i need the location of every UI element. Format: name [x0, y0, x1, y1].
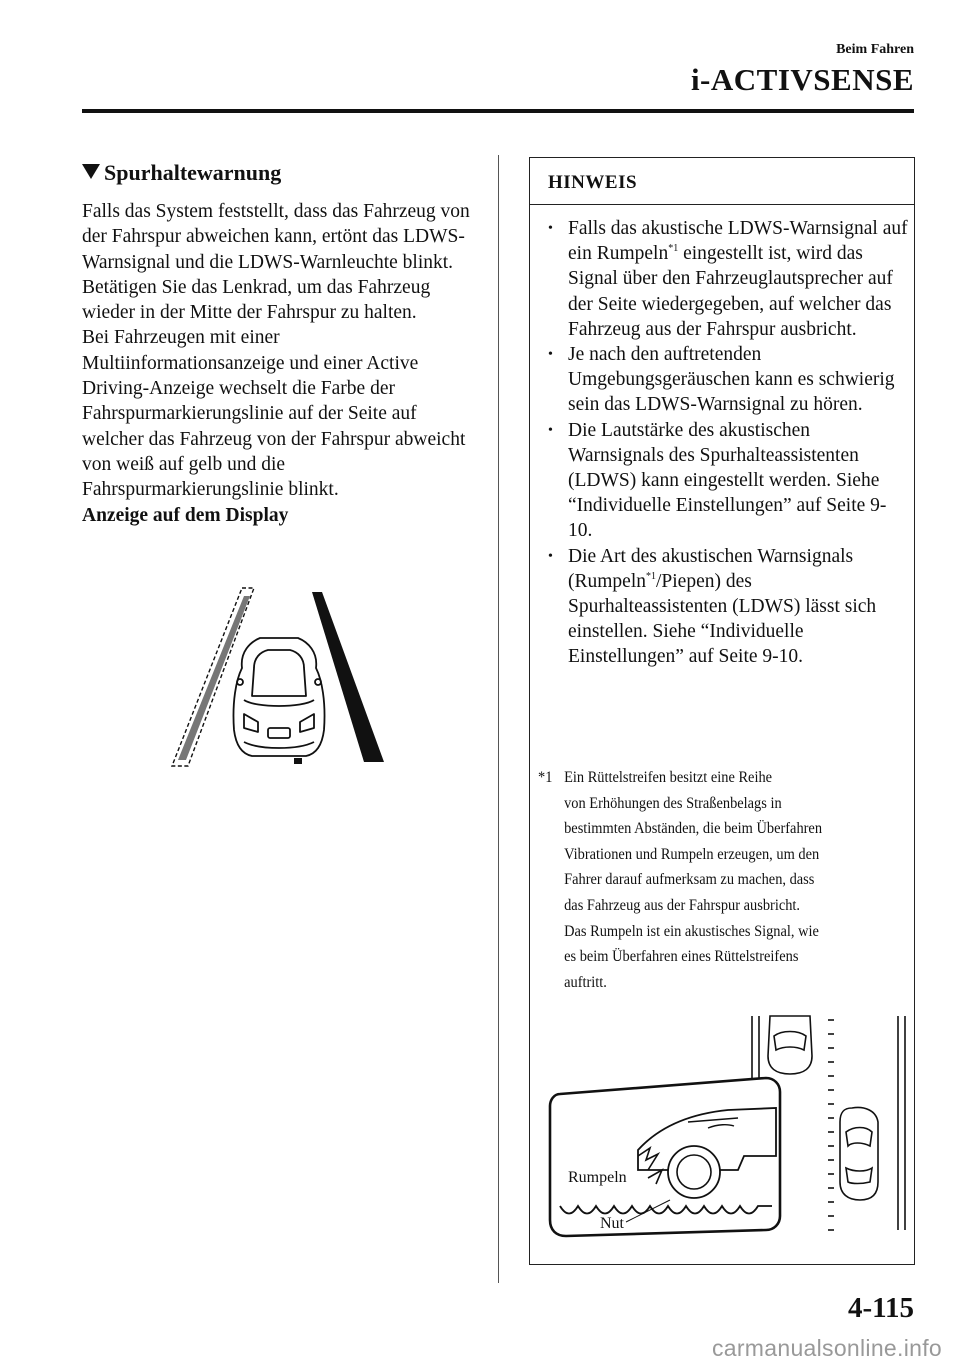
note-item: • Falls das akustische LDWS-Warnsignal auf ein Rumpeln$^{*1}$ eingestellt ist, wird das Signal über den Fahrzeuglautsprecher auf der Seite wiedergegeben, auf welcher das Fahrzeug aus der Fahrspur ausbricht. [548, 218, 908, 340]
footnote-reference: *1 [668, 243, 679, 255]
body-text [82, 199, 482, 528]
lane-departure-display-figure [160, 582, 390, 772]
header-chapter-title: i-ACTIVSENSE [690, 62, 914, 97]
car-top-view-icon-lower [840, 1108, 878, 1200]
bullet-icon: • [548, 548, 553, 564]
footnote [538, 765, 871, 995]
car-top-view-icon-upper [768, 1016, 812, 1074]
note-item: • Je nach den auftretenden Umgebungsgeräuschen kann es schwierig sein das LDWS-Warnsignal zu hören. [548, 344, 895, 416]
watermark: carmanualsonline.info [711, 1335, 942, 1361]
body-paragraph-1: Falls das System feststellt, dass das Fahrzeug von der Fahrspur abweichen kann, ertönt das LDWS-Warnsignal und die LDWS-Warnleuchte blinkt. Betätigen Sie das Lenkrad, um das Fahrzeug wieder in der Mitte der Fahrspur zu halten. [82, 201, 470, 324]
rumble-zoom-inset [550, 1078, 780, 1236]
note-item: • Die Art des akustischen Warnsignals (Rumpeln$^{*1}$/Piepen) des Spurhalteassistenten (LDWS) lässt sich einstellen. Siehe “Individuelle Einstellungen” auf Seite 9-10. [548, 545, 877, 668]
header-section-label: Beim Fahren [836, 42, 914, 57]
bullet-icon: • [548, 422, 553, 438]
note-list [544, 216, 908, 670]
groove-label: Nut [600, 1215, 624, 1232]
header-rule [82, 109, 914, 113]
display-subheading: Anzeige auf dem Display [82, 504, 289, 526]
rumble-label: Rumpeln [568, 1169, 627, 1186]
footnote-text: Ein Rüttelstreifen besitzt eine Reihe von Erhöhungen des Straßenbelags in bestimmten Abständen, die beim Überfahren Vibrationen und Rumpeln erzeugen, um den Fahrer darauf aufmerksam zu machen, dass das Fahrzeug aus der Fahrspur ausbricht. Das Rumpeln ist ein akustisches Signal, wie es beim Überfahren eines Rüttelstreifens auftritt. [564, 769, 823, 991]
column-divider [498, 155, 499, 1283]
note-item: • Die Lautstärke des akustischen Warnsignals des Spurhalteassistenten (LDWS) kann eingestellt werden. Siehe “Individuelle Einstellungen” auf Seite 9-10. [548, 419, 887, 542]
section-heading-text: Spurhaltewarnung [104, 160, 282, 185]
car-rear-view-icon [233, 638, 324, 764]
bullet-icon: • [548, 221, 553, 236]
footnote-mark: *1 [538, 769, 553, 786]
body-paragraph-2: Bei Fahrzeugen mit einer Multiinformationsanzeige und einer Active Driving-Anzeige wechselt die Farbe der Fahrspurmarkierungslinie auf der Seite auf welcher das Fahrzeug von der Fahrspur abweicht von weiß auf gelb und die Fahrspurmarkierungslinie blinkt. [82, 327, 466, 501]
note-title: HINWEIS [548, 172, 638, 193]
page-number: 4-115 [847, 1292, 914, 1324]
section-marker-icon [82, 164, 100, 179]
rumble-strip-marks [828, 1020, 834, 1230]
footnote-reference: *1 [646, 570, 656, 582]
bullet-icon: • [548, 347, 553, 363]
rumble-strip-figure [538, 1010, 910, 1250]
section-heading [82, 160, 281, 186]
note-box [529, 157, 915, 1265]
